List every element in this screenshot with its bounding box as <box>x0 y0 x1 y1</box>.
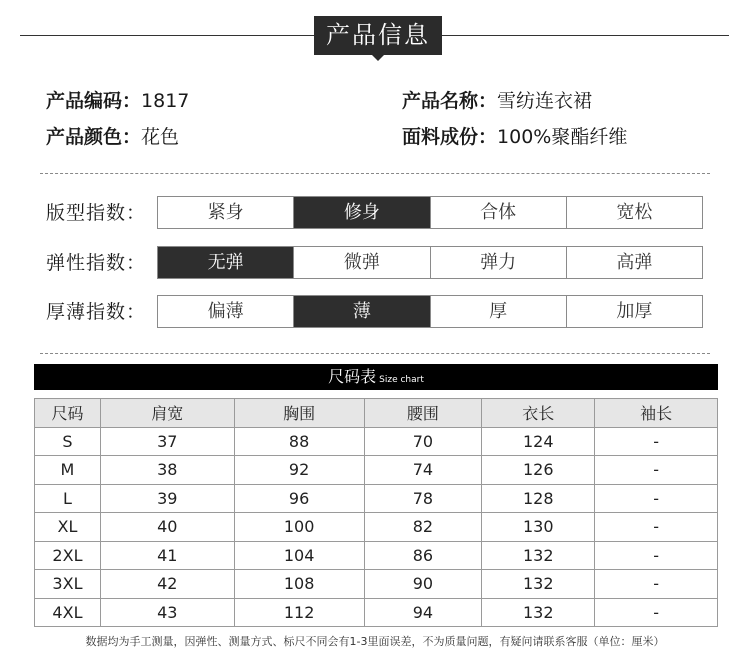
product-color-label: 产品颜色： <box>46 126 142 148</box>
header-rule-left <box>20 35 315 36</box>
table-cell: 2XL <box>35 541 101 570</box>
table-row <box>35 541 718 570</box>
table-row <box>35 513 718 542</box>
elasticity-option: 弹力 <box>431 247 567 278</box>
product-color-value: 花色 <box>141 126 180 148</box>
size-chart-title-bar <box>34 364 718 390</box>
elasticity-index-label: 弹性指数： <box>46 252 147 274</box>
table-row <box>35 427 718 456</box>
table-cell: 104 <box>234 541 364 570</box>
product-fabric <box>402 125 627 149</box>
table-cell: - <box>595 456 718 485</box>
table-header-row <box>35 399 718 428</box>
table-cell: 128 <box>482 484 595 513</box>
product-color <box>46 125 179 149</box>
table-cell: 70 <box>364 427 482 456</box>
thickness-option: 薄 <box>294 296 430 327</box>
product-name-label: 产品名称： <box>402 90 498 112</box>
table-cell: 108 <box>234 570 364 599</box>
table-cell: 40 <box>100 513 234 542</box>
table-cell: 94 <box>364 598 482 627</box>
size-chart-subtitle: Size chart <box>379 375 424 385</box>
table-cell: - <box>595 598 718 627</box>
table-cell: - <box>595 513 718 542</box>
elasticity-option: 高弹 <box>567 247 702 278</box>
table-cell: 100 <box>234 513 364 542</box>
fit-option: 合体 <box>431 197 567 228</box>
thickness-option: 加厚 <box>567 296 702 327</box>
column-header: 胸围 <box>234 399 364 428</box>
product-name <box>402 89 592 113</box>
table-cell: 124 <box>482 427 595 456</box>
table-cell: 132 <box>482 570 595 599</box>
table-cell: 4XL <box>35 598 101 627</box>
column-header: 衣长 <box>482 399 595 428</box>
table-cell: 41 <box>100 541 234 570</box>
fit-index-label: 版型指数： <box>46 202 147 224</box>
column-header: 袖长 <box>595 399 718 428</box>
table-cell: - <box>595 570 718 599</box>
fit-option: 宽松 <box>567 197 702 228</box>
table-cell: 43 <box>100 598 234 627</box>
table-cell: 132 <box>482 541 595 570</box>
table-row <box>35 456 718 485</box>
table-cell: 3XL <box>35 570 101 599</box>
table-cell: 42 <box>100 570 234 599</box>
section-title: 产品信息 <box>314 16 442 55</box>
table-cell: 96 <box>234 484 364 513</box>
elasticity-option: 无弹 <box>158 247 294 278</box>
title-pointer-icon <box>371 54 385 61</box>
elasticity-option: 微弹 <box>294 247 430 278</box>
fit-index-scale <box>157 196 703 229</box>
divider <box>40 353 710 354</box>
table-cell: 74 <box>364 456 482 485</box>
table-cell: 39 <box>100 484 234 513</box>
fit-option: 紧身 <box>158 197 294 228</box>
table-cell: 126 <box>482 456 595 485</box>
table-cell: XL <box>35 513 101 542</box>
fit-option: 修身 <box>294 197 430 228</box>
table-cell: - <box>595 541 718 570</box>
size-table <box>34 398 718 627</box>
thickness-index-label: 厚薄指数： <box>46 301 147 323</box>
column-header: 腰围 <box>364 399 482 428</box>
table-cell: 90 <box>364 570 482 599</box>
table-cell: 112 <box>234 598 364 627</box>
table-cell: - <box>595 427 718 456</box>
table-row <box>35 598 718 627</box>
table-cell: 78 <box>364 484 482 513</box>
table-cell: 38 <box>100 456 234 485</box>
table-cell: S <box>35 427 101 456</box>
table-cell: 130 <box>482 513 595 542</box>
product-code-value: 1817 <box>141 90 190 112</box>
table-row <box>35 570 718 599</box>
table-cell: 82 <box>364 513 482 542</box>
column-header: 肩宽 <box>100 399 234 428</box>
thickness-option: 厚 <box>431 296 567 327</box>
header-rule-right <box>441 35 729 36</box>
size-chart-title: 尺码表 <box>328 367 377 386</box>
table-cell: 132 <box>482 598 595 627</box>
table-cell: 88 <box>234 427 364 456</box>
product-fabric-value: 100%聚酯纤维 <box>497 126 628 148</box>
thickness-index-scale <box>157 295 703 328</box>
product-code <box>46 89 189 113</box>
table-row <box>35 484 718 513</box>
column-header: 尺码 <box>35 399 101 428</box>
divider <box>40 173 710 174</box>
table-cell: M <box>35 456 101 485</box>
table-cell: L <box>35 484 101 513</box>
measurement-note: 数据均为手工测量，因弹性、测量方式、标尺不同会有1-3里面误差，不为质量问题，有疑问请联系客服（单位：厘米） <box>85 635 665 648</box>
table-cell: 37 <box>100 427 234 456</box>
elasticity-index-scale <box>157 246 703 279</box>
table-cell: 92 <box>234 456 364 485</box>
table-cell: - <box>595 484 718 513</box>
product-name-value: 雪纺连衣裙 <box>497 90 593 112</box>
product-code-label: 产品编码： <box>46 90 142 112</box>
thickness-option: 偏薄 <box>158 296 294 327</box>
product-fabric-label: 面料成份： <box>402 126 498 148</box>
table-cell: 86 <box>364 541 482 570</box>
